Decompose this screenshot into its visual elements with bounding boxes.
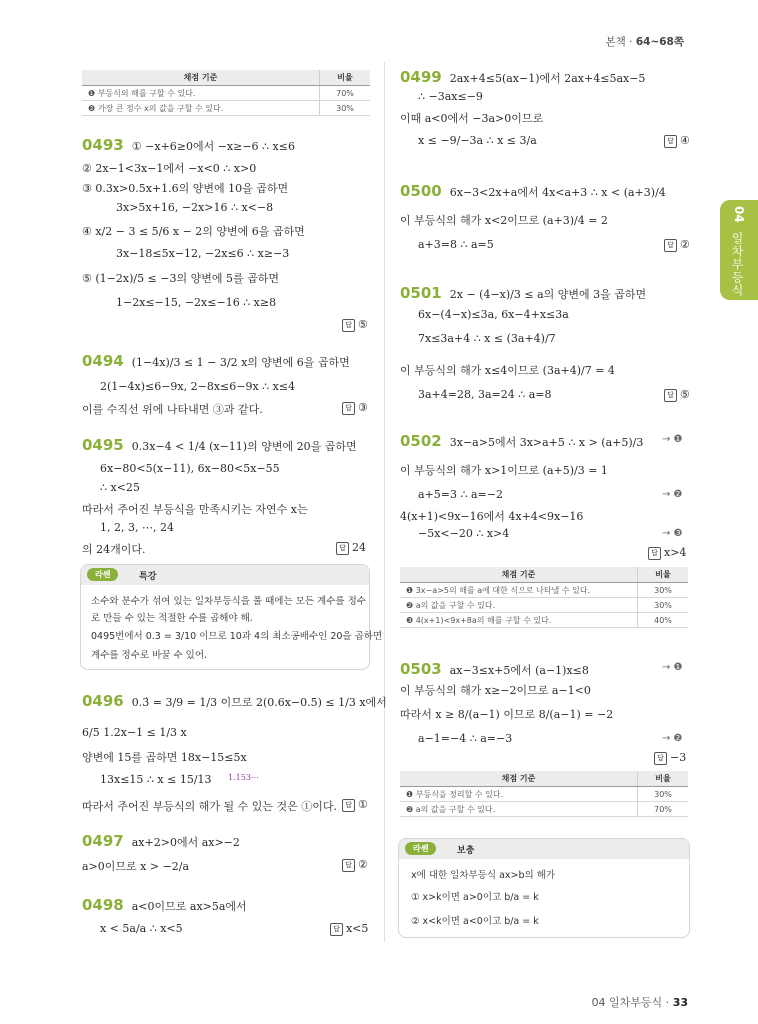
scoring-table-2 xyxy=(400,567,688,628)
problem-number: 0503 xyxy=(400,660,442,678)
solution-line: 이를 수직선 위에 나타내면 ③과 같다. xyxy=(82,403,263,416)
tip-header xyxy=(81,565,369,585)
table-cell: ❷ a의 값을 구할 수 있다. xyxy=(400,802,638,817)
solution-line: a−1=−4 ∴ a=−3 xyxy=(418,732,513,745)
problem-number: 0495 xyxy=(82,436,124,454)
tip-logo: 라쎈 xyxy=(405,842,436,855)
solution-line: x < 5a/a ∴ x<5 xyxy=(100,922,183,935)
answer-icon: 답 xyxy=(664,135,677,148)
chapter-tab-number: 04 xyxy=(732,206,746,223)
solution-line: 3x>5x+16, −2x>16 ∴ x<−8 xyxy=(116,201,274,214)
problem-number: 0494 xyxy=(82,352,124,370)
step-marker: → ❸ xyxy=(662,528,683,539)
solution-line: 6/5 1.2x−1 ≤ 1/3 x xyxy=(82,726,187,739)
solution-line: ax+2>0에서 ax>−2 xyxy=(131,836,240,849)
answer-value: ① xyxy=(358,798,368,811)
tip-title: 보충 xyxy=(457,846,475,856)
page-footer xyxy=(592,994,688,1010)
solution-line: 6x−3<2x+a에서 4x<a+3 ∴ x < (a+3)/4 xyxy=(449,186,666,199)
answer xyxy=(648,546,686,560)
answer xyxy=(342,318,368,332)
problem-number: 0500 xyxy=(400,182,442,200)
table-cell: 70% xyxy=(320,86,371,101)
solution-line: ∴ x<25 xyxy=(100,481,140,494)
solution-line: −5x<−20 ∴ x>4 xyxy=(418,527,510,540)
answer-value: ② xyxy=(358,858,368,871)
table-cell: 30% xyxy=(638,787,689,802)
answer-value: ⑤ xyxy=(358,318,368,331)
table-cell: 30% xyxy=(320,101,371,116)
answer-icon: 답 xyxy=(654,752,667,765)
solution-line: 2x − (4−x)/3 ≤ a의 양변에 3을 곱하면 xyxy=(449,288,647,301)
step-marker: → ❷ xyxy=(662,489,683,500)
step-marker: → ❷ xyxy=(662,733,683,744)
solution-line: 3x−18≤5x−12, −2x≤6 ∴ x≥−3 xyxy=(116,247,290,260)
solution-line: (1−4x)/3 ≤ 1 − 3/2 x의 양변에 6을 곱하면 xyxy=(131,356,350,369)
table-row xyxy=(82,86,370,101)
answer-icon: 답 xyxy=(342,402,355,415)
tip-logo: 라쎈 xyxy=(87,568,118,581)
table-row xyxy=(400,598,688,613)
answer-icon: 답 xyxy=(336,542,349,555)
solution-line: 6x−80<5(x−11), 6x−80<5x−55 xyxy=(100,462,280,475)
table-row xyxy=(400,613,688,628)
solution-line: 4(x+1)<9x−16에서 4x+4<9x−16 xyxy=(400,510,584,523)
solution-line: a>0이므로 x > −2/a xyxy=(82,860,190,873)
tip-text: ② x<k이면 a<0이고 b/a = k xyxy=(411,916,539,927)
answer xyxy=(330,922,368,936)
table-cell: ❶ 3x−a>5의 해를 a에 대한 식으로 나타낼 수 있다. xyxy=(400,583,638,598)
answer-value: ③ xyxy=(358,401,368,414)
answer-value: ④ xyxy=(680,134,690,147)
scoring-table-1 xyxy=(82,70,370,116)
table-cell: 40% xyxy=(638,613,689,628)
table-cell: 30% xyxy=(638,598,689,613)
solution-line: 6x−(4−x)≤3a, 6x−4+x≤3a xyxy=(418,308,569,321)
table-header: 채점 기준 xyxy=(400,771,638,787)
tip-text: 계수를 정수로 바꿀 수 있어. xyxy=(91,650,208,661)
table-header: 채점 기준 xyxy=(400,567,638,583)
solution-line: 2ax+4≤5(ax−1)에서 2ax+4≤5ax−5 xyxy=(449,72,646,85)
solution-line: 2(1−4x)≤6−9x, 2−8x≤6−9x ∴ x≤4 xyxy=(100,380,296,393)
solution-line: 따라서 주어진 부등식의 해가 될 수 있는 것은 ①이다. xyxy=(82,800,337,813)
solution-line: ax−3≤x+5에서 (a−1)x≤8 xyxy=(449,664,589,677)
solution-line: 의 24개이다. xyxy=(82,543,146,556)
answer-value: ⑤ xyxy=(680,388,690,401)
scoring-table-3 xyxy=(400,771,688,817)
solution-line: a+5=3 ∴ a=−2 xyxy=(418,488,503,501)
problem-number: 0493 xyxy=(82,136,124,154)
table-cell: ❷ a의 값을 구할 수 있다. xyxy=(400,598,638,613)
step-marker: → ❶ xyxy=(662,434,683,445)
solution-line: ① −x+6≥0에서 −x≥−6 ∴ x≤6 xyxy=(131,140,295,153)
solution-line: 이때 a<0에서 −3a>0이므로 xyxy=(400,112,544,125)
table-header: 비율 xyxy=(638,567,689,583)
answer xyxy=(654,751,686,765)
answer-icon: 답 xyxy=(330,923,343,936)
solution-line: 이 부등식의 해가 x≤4이므로 (3a+4)/7 = 4 xyxy=(400,364,615,377)
problem-number: 0496 xyxy=(82,692,124,710)
solution-line: 이 부등식의 해가 x≥−2이므로 a−1<0 xyxy=(400,684,591,697)
problem-number: 0502 xyxy=(400,432,442,450)
solution-line: 3a+4=28, 3a=24 ∴ a=8 xyxy=(418,388,552,401)
answer-value: −3 xyxy=(670,751,687,764)
column-divider xyxy=(384,62,385,942)
solution-line: 3x−a>5에서 3x>a+5 ∴ x > (a+5)/3 xyxy=(449,436,644,449)
table-cell: ❶ 부등식의 해를 구할 수 있다. xyxy=(82,86,320,101)
solution-line: 1, 2, 3, ⋯, 24 xyxy=(100,521,174,534)
table-header: 채점 기준 xyxy=(82,70,320,86)
tip-text: 소수와 분수가 섞여 있는 일차부등식을 풀 때에는 모든 계수를 정수 xyxy=(91,596,366,607)
table-cell: ❸ 4(x+1)<9x+8a의 해를 구할 수 있다. xyxy=(400,613,638,628)
answer-value: x>4 xyxy=(664,546,687,559)
answer-value: ② xyxy=(680,238,690,251)
problem-number: 0499 xyxy=(400,68,442,86)
answer xyxy=(664,388,690,402)
table-row xyxy=(400,802,688,817)
solution-line: 7x≤3a+4 ∴ x ≤ (3a+4)/7 xyxy=(418,332,556,345)
table-cell: 70% xyxy=(638,802,689,817)
page-header xyxy=(606,34,684,49)
solution-line: 1−2x≤−15, −2x≤−16 ∴ x≥8 xyxy=(116,296,277,309)
solution-line: ④ x/2 − 3 ≤ 5/6 x − 2의 양변에 6을 곱하면 xyxy=(82,225,305,238)
tip-text: 로 만들 수 있는 적절한 수를 곱해야 해. xyxy=(91,613,253,624)
answer-icon: 답 xyxy=(664,239,677,252)
solution-line: 이 부등식의 해가 x<2이므로 (a+3)/4 = 2 xyxy=(400,214,608,227)
solution-line: 따라서 x ≥ 8/(a−1) 이므로 8/(a−1) = −2 xyxy=(400,708,614,721)
solution-line: ∴ −3ax≤−9 xyxy=(418,90,483,103)
solution-line: 이 부등식의 해가 x>1이므로 (a+5)/3 = 1 xyxy=(400,464,608,477)
answer-icon: 답 xyxy=(342,319,355,332)
tip-text: ① x>k이면 a>0이고 b/a = k xyxy=(411,892,539,903)
problem-number: 0501 xyxy=(400,284,442,302)
table-header: 비율 xyxy=(320,70,371,86)
page-number: 33 xyxy=(672,996,688,1009)
solution-line: x ≤ −9/−3a ∴ x ≤ 3/a xyxy=(418,134,537,147)
problem-number: 0497 xyxy=(82,832,124,850)
table-row xyxy=(400,583,688,598)
tip-text: 0495번에서 0.3 = 3/10 이므로 10과 4의 최소공배수인 20을 곱하면 xyxy=(91,631,383,642)
table-cell: 30% xyxy=(638,583,689,598)
answer-value: x<5 xyxy=(346,922,369,935)
tip-header xyxy=(399,839,689,859)
table-cell: ❷ 가장 큰 정수 x의 값을 구할 수 있다. xyxy=(82,101,320,116)
table-cell: ❶ 부등식을 정리할 수 있다. xyxy=(400,787,638,802)
tip-box-special xyxy=(80,564,383,670)
decimal-annotation: 1.153⋯ xyxy=(228,773,259,782)
tip-text: x에 대한 일차부등식 ax>b의 해가 xyxy=(411,870,556,881)
answer xyxy=(664,238,690,252)
header-prefix: 본책 · xyxy=(605,36,636,48)
tip-box-supplement xyxy=(398,838,690,938)
solution-line: a<0이므로 ax>5a에서 xyxy=(131,900,247,913)
problem-number: 0498 xyxy=(82,896,124,914)
answer xyxy=(342,858,368,872)
solution-line: 0.3x−4 < 1/4 (x−11)의 양변에 20을 곱하면 xyxy=(131,440,357,453)
table-row xyxy=(400,787,688,802)
answer-icon: 답 xyxy=(648,547,661,560)
answer-icon: 답 xyxy=(342,799,355,812)
answer xyxy=(336,541,366,555)
solution-line: 13x≤15 ∴ x ≤ 15/13 xyxy=(100,773,212,786)
table-header: 비율 xyxy=(638,771,689,787)
answer xyxy=(342,798,368,812)
solution-line: ② 2x−1<3x−1에서 −x<0 ∴ x>0 xyxy=(82,162,257,175)
solution-line: ⑤ (1−2x)/5 ≤ −3의 양변에 5를 곱하면 xyxy=(82,272,279,285)
footer-chapter: 04 일차부등식 · xyxy=(591,996,673,1009)
solution-line: 양변에 15를 곱하면 18x−15≤5x xyxy=(82,751,247,764)
header-pages: 64~68쪽 xyxy=(635,36,684,48)
step-marker: → ❶ xyxy=(662,662,683,673)
chapter-tab-label: 일차부등식 xyxy=(730,232,744,297)
solution-line: ③ 0.3x>0.5x+1.6의 양변에 10을 곱하면 xyxy=(82,182,289,195)
solution-line: 따라서 주어진 부등식을 만족시키는 자연수 x는 xyxy=(82,503,308,516)
answer-value: 24 xyxy=(352,541,366,554)
table-row xyxy=(82,101,370,116)
solution-line: 0.3̇ = 3/9 = 1/3 이므로 2(0.6x−0.5) ≤ 1/3 x에서 xyxy=(131,696,387,709)
tip-title: 특강 xyxy=(139,572,157,582)
answer-icon: 답 xyxy=(342,859,355,872)
answer-icon: 답 xyxy=(664,389,677,402)
solution-line: a+3=8 ∴ a=5 xyxy=(418,238,494,251)
answer xyxy=(664,134,690,148)
answer xyxy=(342,401,368,415)
